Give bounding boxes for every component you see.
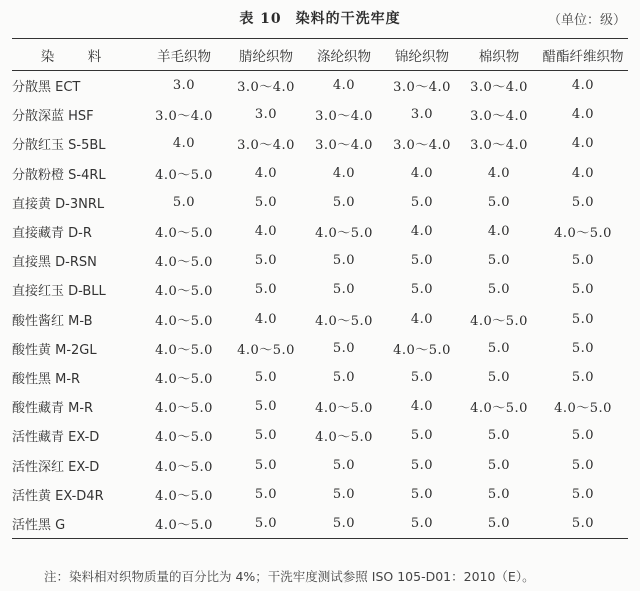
- fastness-grade-cell: 5.0: [487, 194, 511, 210]
- fastness-grade-cell: 5.0: [571, 428, 595, 444]
- dye-name-cell: 活性深红 EX-D: [12, 459, 100, 475]
- fastness-grade-cell: 5.0: [254, 399, 278, 415]
- fastness-grade-cell: 3.0: [254, 107, 278, 123]
- fastness-grade-cell: 5.0: [304, 509, 384, 539]
- fastness-grade-cell: 4.0: [254, 224, 278, 240]
- fastness-grade-cell: 5.0: [460, 509, 538, 539]
- fastness-grade-cell: 5.0: [254, 282, 278, 298]
- fastness-grade-cell: 4.0: [410, 165, 434, 181]
- dye-name-cell: 活性藏青 EX-D: [12, 430, 100, 446]
- header-wool: 羊毛织物: [140, 39, 228, 71]
- table-row: [12, 334, 628, 363]
- table-row: [12, 275, 628, 304]
- table-row: [12, 217, 628, 246]
- table-row: [12, 305, 628, 334]
- footnote: 注：染料相对织物质量的百分比为 4%；干洗牢度测试参照 ISO 105-D01：2010（E）。: [44, 569, 535, 584]
- fastness-grade-cell: 4.0: [410, 311, 434, 327]
- fastness-grade-cell: 4.0～5.0: [315, 430, 373, 446]
- dye-name-cell: 酸性黄 M-2GL: [12, 342, 97, 358]
- fastness-grade-cell: 5.0: [571, 340, 595, 356]
- table-body: [12, 71, 628, 539]
- dye-name-cell: 活性黄 EX-D4R: [12, 488, 104, 504]
- dye-name-cell: 直接黑 D-RSN: [12, 255, 97, 271]
- unit-label: （单位：级）: [547, 13, 626, 28]
- fastness-grade-cell: 5.0: [487, 282, 511, 298]
- fastness-grade-cell: 4.0～5.0: [155, 226, 213, 242]
- fastness-grade-cell: 5.0: [487, 369, 511, 385]
- dye-name-cell: 酸性藏青 M-R: [12, 401, 94, 417]
- fastness-grade-cell: 5.0: [332, 369, 356, 385]
- table-row: [12, 100, 628, 129]
- fastness-grade-cell: 5.0: [410, 428, 434, 444]
- fastness-grade-cell: 5.0: [571, 311, 595, 327]
- dye-name-cell: 直接红玉 D-BLL: [12, 284, 106, 300]
- fastness-grade-cell: 3.0: [410, 107, 434, 123]
- table-row: [12, 363, 628, 392]
- fastness-grade-cell: 3.0～4.0: [393, 80, 451, 96]
- fastness-grade-cell: 5.0: [254, 428, 278, 444]
- fastness-grade-cell: 4.0: [332, 165, 356, 181]
- fastness-grade-cell: 3.0～4.0: [237, 138, 295, 154]
- table-row: [12, 480, 628, 509]
- fastness-grade-cell: 5.0: [172, 194, 196, 210]
- fastness-table: [12, 38, 628, 539]
- table-title: [0, 8, 640, 28]
- fastness-grade-cell: 5.0: [332, 253, 356, 269]
- fastness-grade-cell: 3.0: [172, 78, 196, 94]
- fastness-grade-cell: 4.0～5.0: [155, 167, 213, 183]
- fastness-grade-cell: 4.0～5.0: [155, 371, 213, 387]
- fastness-grade-cell: 4.0: [571, 107, 595, 123]
- fastness-grade-cell: 5.0: [487, 340, 511, 356]
- fastness-grade-cell: 5.0: [538, 509, 628, 539]
- fastness-grade-cell: 4.0～5.0: [155, 401, 213, 417]
- dye-name-cell: 分散粉橙 S-4RL: [12, 167, 106, 183]
- table-title-text: 染料的干洗牢度: [295, 11, 401, 27]
- fastness-grade-cell: 4.0～5.0: [315, 313, 373, 329]
- fastness-grade-cell: 5.0: [410, 457, 434, 473]
- dye-name-cell: 活性黑 G: [12, 509, 140, 539]
- fastness-grade-cell: 4.0: [571, 165, 595, 181]
- fastness-grade-cell: 5.0: [487, 457, 511, 473]
- fastness-grade-cell: 4.0～5.0: [155, 430, 213, 446]
- fastness-grade-cell: 3.0～4.0: [237, 80, 295, 96]
- fastness-grade-cell: 4.0～5.0: [315, 226, 373, 242]
- fastness-grade-cell: 4.0: [254, 311, 278, 327]
- fastness-grade-cell: 4.0: [571, 78, 595, 94]
- dye-name-cell: 直接藏青 D-R: [12, 226, 92, 242]
- dye-name-cell: 酸性酱红 M-B: [12, 313, 93, 329]
- fastness-grade-cell: 5.0: [571, 282, 595, 298]
- fastness-grade-cell: 3.0～4.0: [393, 138, 451, 154]
- fastness-grade-cell: 4.0～5.0: [155, 313, 213, 329]
- fastness-grade-cell: 5.0: [410, 194, 434, 210]
- table-row: [12, 421, 628, 450]
- fastness-grade-cell: 4.0～5.0: [155, 284, 213, 300]
- fastness-grade-cell: 4.0～5.0: [470, 401, 528, 417]
- table-row: [12, 246, 628, 275]
- fastness-grade-cell: 5.0: [254, 369, 278, 385]
- fastness-grade-cell: 4.0～5.0: [155, 459, 213, 475]
- fastness-grade-cell: 5.0: [384, 509, 460, 539]
- fastness-grade-cell: 4.0～5.0: [237, 342, 295, 358]
- fastness-grade-cell: 4.0: [487, 165, 511, 181]
- fastness-grade-cell: 4.0: [487, 224, 511, 240]
- fastness-grade-cell: 3.0～4.0: [470, 109, 528, 125]
- table-row: [12, 159, 628, 188]
- fastness-grade-cell: 5.0: [571, 486, 595, 502]
- dye-name-cell: 分散深蓝 HSF: [12, 109, 94, 125]
- fastness-grade-cell: 5.0: [571, 253, 595, 269]
- fastness-grade-cell: 4.0～5.0: [155, 255, 213, 271]
- fastness-grade-cell: 4.0～5.0: [140, 509, 228, 539]
- fastness-grade-cell: 5.0: [254, 253, 278, 269]
- fastness-grade-cell: 4.0～5.0: [155, 342, 213, 358]
- header-acetate: 醋酯纤维织物: [538, 39, 628, 71]
- fastness-grade-cell: 5.0: [332, 282, 356, 298]
- fastness-grade-cell: 4.0: [571, 136, 595, 152]
- fastness-grade-cell: 5.0: [254, 486, 278, 502]
- dye-name-cell: 酸性黑 M-R: [12, 371, 81, 387]
- fastness-grade-cell: 4.0: [332, 78, 356, 94]
- header-nylon: 锦纶织物: [384, 39, 460, 71]
- fastness-grade-cell: 5.0: [410, 253, 434, 269]
- fastness-grade-cell: 5.0: [487, 486, 511, 502]
- fastness-grade-cell: 4.0: [172, 136, 196, 152]
- table-row: [12, 71, 628, 101]
- title-row: [0, 8, 640, 30]
- fastness-grade-cell: 5.0: [487, 428, 511, 444]
- fastness-grade-cell: 5.0: [410, 486, 434, 502]
- fastness-grade-cell: 5.0: [487, 253, 511, 269]
- fastness-grade-cell: 5.0: [332, 194, 356, 210]
- fastness-grade-cell: 3.0～4.0: [470, 138, 528, 154]
- fastness-grade-cell: 5.0: [571, 194, 595, 210]
- fastness-grade-cell: 4.0～5.0: [554, 401, 612, 417]
- fastness-grade-cell: 4.0～5.0: [393, 342, 451, 358]
- fastness-grade-cell: 5.0: [332, 340, 356, 356]
- header-dye: 染 料: [12, 39, 140, 71]
- fastness-grade-cell: 4.0～5.0: [315, 401, 373, 417]
- fastness-grade-cell: 5.0: [410, 369, 434, 385]
- fastness-grade-cell: 5.0: [332, 486, 356, 502]
- header-row: [12, 39, 628, 71]
- fastness-grade-cell: 5.0: [410, 282, 434, 298]
- dye-name-cell: 直接黄 D-3NRL: [12, 196, 105, 212]
- dye-name-cell: 分散红玉 S-5BL: [12, 138, 106, 154]
- table-number: 表 10: [239, 11, 282, 27]
- table-row: [12, 450, 628, 479]
- fastness-grade-cell: 5.0: [571, 369, 595, 385]
- table-row: [12, 392, 628, 421]
- fastness-grade-cell: 4.0: [254, 165, 278, 181]
- fastness-grade-cell: 4.0～5.0: [470, 313, 528, 329]
- fastness-grade-cell: 5.0: [254, 457, 278, 473]
- dye-name-cell: 分散黑 ECT: [12, 80, 81, 96]
- fastness-grade-cell: 4.0～5.0: [554, 226, 612, 242]
- header-cotton: 棉织物: [460, 39, 538, 71]
- header-acrylic: 腈纶织物: [228, 39, 304, 71]
- table-row: [12, 509, 628, 539]
- fastness-grade-cell: 3.0～4.0: [155, 109, 213, 125]
- fastness-grade-cell: 4.0: [410, 399, 434, 415]
- table-row: [12, 129, 628, 158]
- table-row: [12, 188, 628, 217]
- header-polyester: 涤纶织物: [304, 39, 384, 71]
- fastness-grade-cell: 5.0: [254, 194, 278, 210]
- fastness-grade-cell: 3.0～4.0: [470, 80, 528, 96]
- fastness-grade-cell: 3.0～4.0: [315, 138, 373, 154]
- fastness-grade-cell: 4.0: [410, 224, 434, 240]
- fastness-grade-cell: 4.0～5.0: [155, 488, 213, 504]
- fastness-grade-cell: 5.0: [228, 509, 304, 539]
- fastness-grade-cell: 3.0～4.0: [315, 109, 373, 125]
- fastness-grade-cell: 5.0: [332, 457, 356, 473]
- fastness-grade-cell: 5.0: [571, 457, 595, 473]
